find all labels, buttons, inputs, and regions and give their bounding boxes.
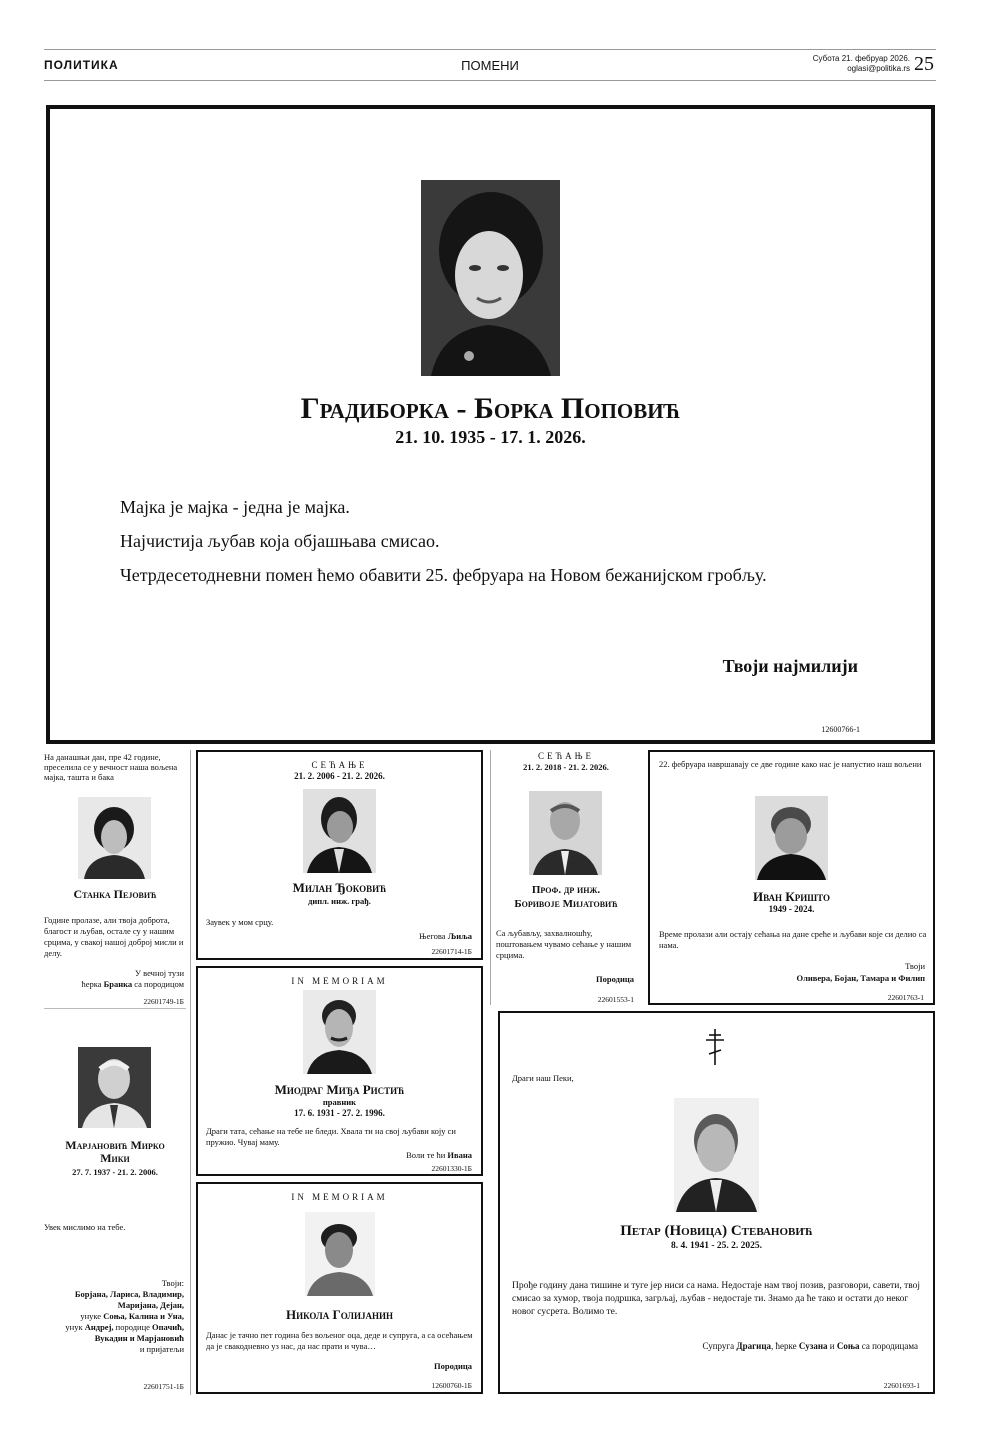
header-bottom-rule xyxy=(44,80,936,81)
sign-mid: и xyxy=(827,1341,837,1351)
sign-mid: , ћерке xyxy=(771,1341,799,1351)
mirko-ad-code: 22601751-1Б xyxy=(143,1382,184,1391)
col-separator xyxy=(490,750,491,1005)
sign-name: Љиља xyxy=(447,931,472,941)
petar-dates: 8. 4. 1941 - 25. 2. 2025. xyxy=(670,1241,763,1251)
orthodox-cross-icon xyxy=(703,1027,727,1067)
stanka-intro: На данашњи дан, пре 42 године, преселила се у вечност наша вољена мајка, ташта и бака xyxy=(44,752,178,782)
petar-name: Петар (Новица) Стевановић xyxy=(620,1223,813,1239)
ivan-dates: 1949 - 2024. xyxy=(768,904,815,914)
miodrag-name: Миодраг Миђа Ристић xyxy=(274,1082,405,1097)
ivan-name: Иван Кришто xyxy=(753,889,830,904)
sign-name: Сузана xyxy=(798,1341,828,1351)
sign-prefix: Његова xyxy=(419,931,448,941)
stanka-ad-code: 22601749-1Б xyxy=(143,997,184,1006)
sign-prefix: ћерка xyxy=(81,979,104,989)
nikola-heading: IN MEMORIAM xyxy=(291,1192,388,1202)
mirko-nickname: Мики xyxy=(100,1151,130,1165)
petar-text: Прође годину дана тишине и туге јер ниси са нама. Недостаје нам твој позив, разговори, савети, твој смисао за хумор, твоја подршка, загрљај, љубав - недостаје ти. Знамо да ће тако и остати до неког новог сусрета. Волимо те. xyxy=(512,1281,921,1317)
mirko-signature xyxy=(40,1278,184,1355)
mirko-dates: 27. 7. 1937 - 21. 2. 2006. xyxy=(72,1167,158,1177)
borivoje-text: Са љубављу, захвалношћу, поштовањем чувамо сећање у нашим срцима. xyxy=(496,928,632,960)
masthead: ПОЛИТИКА xyxy=(44,58,119,72)
ivan-sign-line: Твоји xyxy=(905,961,925,971)
miodrag-dates: 17. 6. 1931 - 27. 2. 1996. xyxy=(294,1108,385,1118)
borivoje-title: Проф. др инж. xyxy=(531,884,601,896)
header-date xyxy=(780,54,910,74)
ivan-photo xyxy=(755,796,828,880)
milan-title: дипл. инж. грађ. xyxy=(308,896,371,906)
mirko-photo xyxy=(78,1047,151,1128)
col1-divider xyxy=(44,1008,186,1009)
section-title: ПОМЕНИ xyxy=(461,58,519,73)
contact-email[interactable]: oglasi@politika.rs xyxy=(847,64,910,73)
borivoje-name xyxy=(496,883,636,911)
sign-name: Драгица xyxy=(736,1341,772,1351)
sign-name: Соња, Калина и Уна, xyxy=(103,1311,184,1321)
miodrag-title: правник xyxy=(322,1097,357,1107)
stanka-sign-line xyxy=(44,979,184,990)
sign-suffix: са породицама xyxy=(859,1341,918,1351)
miodrag-photo xyxy=(303,990,376,1074)
petar-photo xyxy=(674,1098,759,1212)
nikola-text: Данас је тачно пет година без вољеног оца, деде и супруга, а са осећањем да је свакодневно уз нас, да нас прати и чува… xyxy=(206,1330,473,1351)
main-ad-code: 12600766-1 xyxy=(821,725,860,734)
sign-name: Андреј, xyxy=(84,1322,114,1332)
mirko-name-line: Марјановић Мирко xyxy=(65,1138,165,1152)
stanka-name: Станка Пејовић xyxy=(73,887,157,901)
main-notice-text xyxy=(120,496,870,587)
milan-dates: 21. 2. 2006 - 21. 2. 2026. xyxy=(294,771,385,781)
mirko-sign-line: Вукадин и Марјановић xyxy=(94,1333,184,1343)
header-top-rule xyxy=(44,49,936,50)
mirko-sign-line xyxy=(40,1311,184,1322)
stanka-photo xyxy=(78,797,151,879)
milan-name: Милан Ђоковић xyxy=(292,880,387,895)
borivoje-signature: Породица xyxy=(596,974,634,984)
mirko-sign-line xyxy=(40,1322,184,1333)
mirko-name xyxy=(44,1139,186,1165)
borivoje-photo xyxy=(529,791,602,875)
main-text-line: Најчистија љубав која објашњава смисао. xyxy=(120,531,440,551)
main-text-line: Четрдесетодневни помен ћемо обавити 25. фебруара на Новом бежанијском гробљу. xyxy=(120,565,767,585)
sign-prefix: Воли те ћи xyxy=(406,1150,448,1160)
sign-name: Соња xyxy=(836,1341,860,1351)
nikola-signature: Породица xyxy=(434,1361,472,1371)
mirko-text: Увек мислимо на тебе. xyxy=(44,1222,126,1232)
milan-text: Заувек у мом срцу. xyxy=(206,917,274,927)
mirko-sign-line: Твоји: xyxy=(161,1278,184,1288)
miodrag-signature xyxy=(300,1150,472,1160)
nikola-name: Никола Голијанин xyxy=(286,1307,393,1322)
stanka-signature xyxy=(44,968,184,990)
miodrag-heading: IN MEMORIAM xyxy=(291,976,388,986)
petar-signature xyxy=(560,1341,918,1351)
nikola-ad-code: 12600760-1Б xyxy=(431,1381,472,1390)
main-deceased-name: Градиборка - Борка Поповић xyxy=(300,392,681,425)
borivoje-heading: СЕЋАЊЕ xyxy=(537,751,595,761)
col-separator xyxy=(190,750,191,1395)
sign-mid: породице xyxy=(113,1322,153,1332)
sign-prefix: унуке xyxy=(80,1311,104,1321)
mirko-sign-line: Борјана, Лариса, Владимир, xyxy=(74,1289,184,1299)
issue-date: Субота 21. фебруар 2026. xyxy=(812,54,910,63)
ivan-text: Време пролази али остају сећања на дане среће и љубави које си делио са нама. xyxy=(659,929,927,950)
ivan-sign-names: Оливера, Бојан, Тамара и Филип xyxy=(796,973,925,983)
stanka-text: Године пролазе, али твоја доброта, благост и љубав, остале су у нашим срцима, у свакој нашој доброј мисли и делу. xyxy=(44,915,184,958)
milan-ad-code: 22601714-1Б xyxy=(431,947,472,956)
borivoje-fullname: Боривоје Мијатовић xyxy=(514,898,618,910)
main-signature: Твоји најмилији xyxy=(722,656,858,676)
page-number: 25 xyxy=(914,53,934,75)
petar-greeting: Драги наш Пеки, xyxy=(512,1073,574,1083)
mirko-sign-line: Маријана, Дејан, xyxy=(117,1300,184,1310)
ivan-signature xyxy=(700,960,925,984)
stanka-sign-line: У вечној тузи xyxy=(135,968,184,978)
milan-heading: СЕЋАЊЕ xyxy=(311,760,368,770)
borivoje-ad-code: 22601553-1 xyxy=(597,995,634,1004)
sign-name: Бранка xyxy=(103,979,133,989)
miodrag-ad-code: 22601330-1Б xyxy=(431,1164,472,1173)
miodrag-text: Драги тата, сећање на тебе не бледи. Хвала ти на свој љубави коју си пружио. Чувај маму. xyxy=(206,1126,456,1147)
milan-photo xyxy=(303,789,376,873)
sign-name: Опачић, xyxy=(152,1322,184,1332)
main-text-line: Мајка је мајка - једна је мајка. xyxy=(120,497,350,517)
main-deceased-dates: 21. 10. 1935 - 17. 1. 2026. xyxy=(395,427,586,447)
ivan-ad-code: 22601763-1 xyxy=(887,993,924,1002)
main-portrait-photo xyxy=(421,180,560,376)
milan-signature xyxy=(300,931,472,941)
sign-name: Ивана xyxy=(447,1150,472,1160)
sign-suffix: са породицом xyxy=(132,979,184,989)
borivoje-dates: 21. 2. 2018 - 21. 2. 2026. xyxy=(523,762,609,772)
mirko-sign-line: и пријатељи xyxy=(139,1344,184,1354)
sign-prefix: унук xyxy=(65,1322,85,1332)
ivan-intro: 22. фебруара навршавају се две године како нас је напустио наш вољени xyxy=(659,759,922,769)
nikola-photo xyxy=(305,1212,375,1296)
sign-prefix: Супруга xyxy=(702,1341,737,1351)
petar-ad-code: 22601693-1 xyxy=(883,1381,920,1390)
